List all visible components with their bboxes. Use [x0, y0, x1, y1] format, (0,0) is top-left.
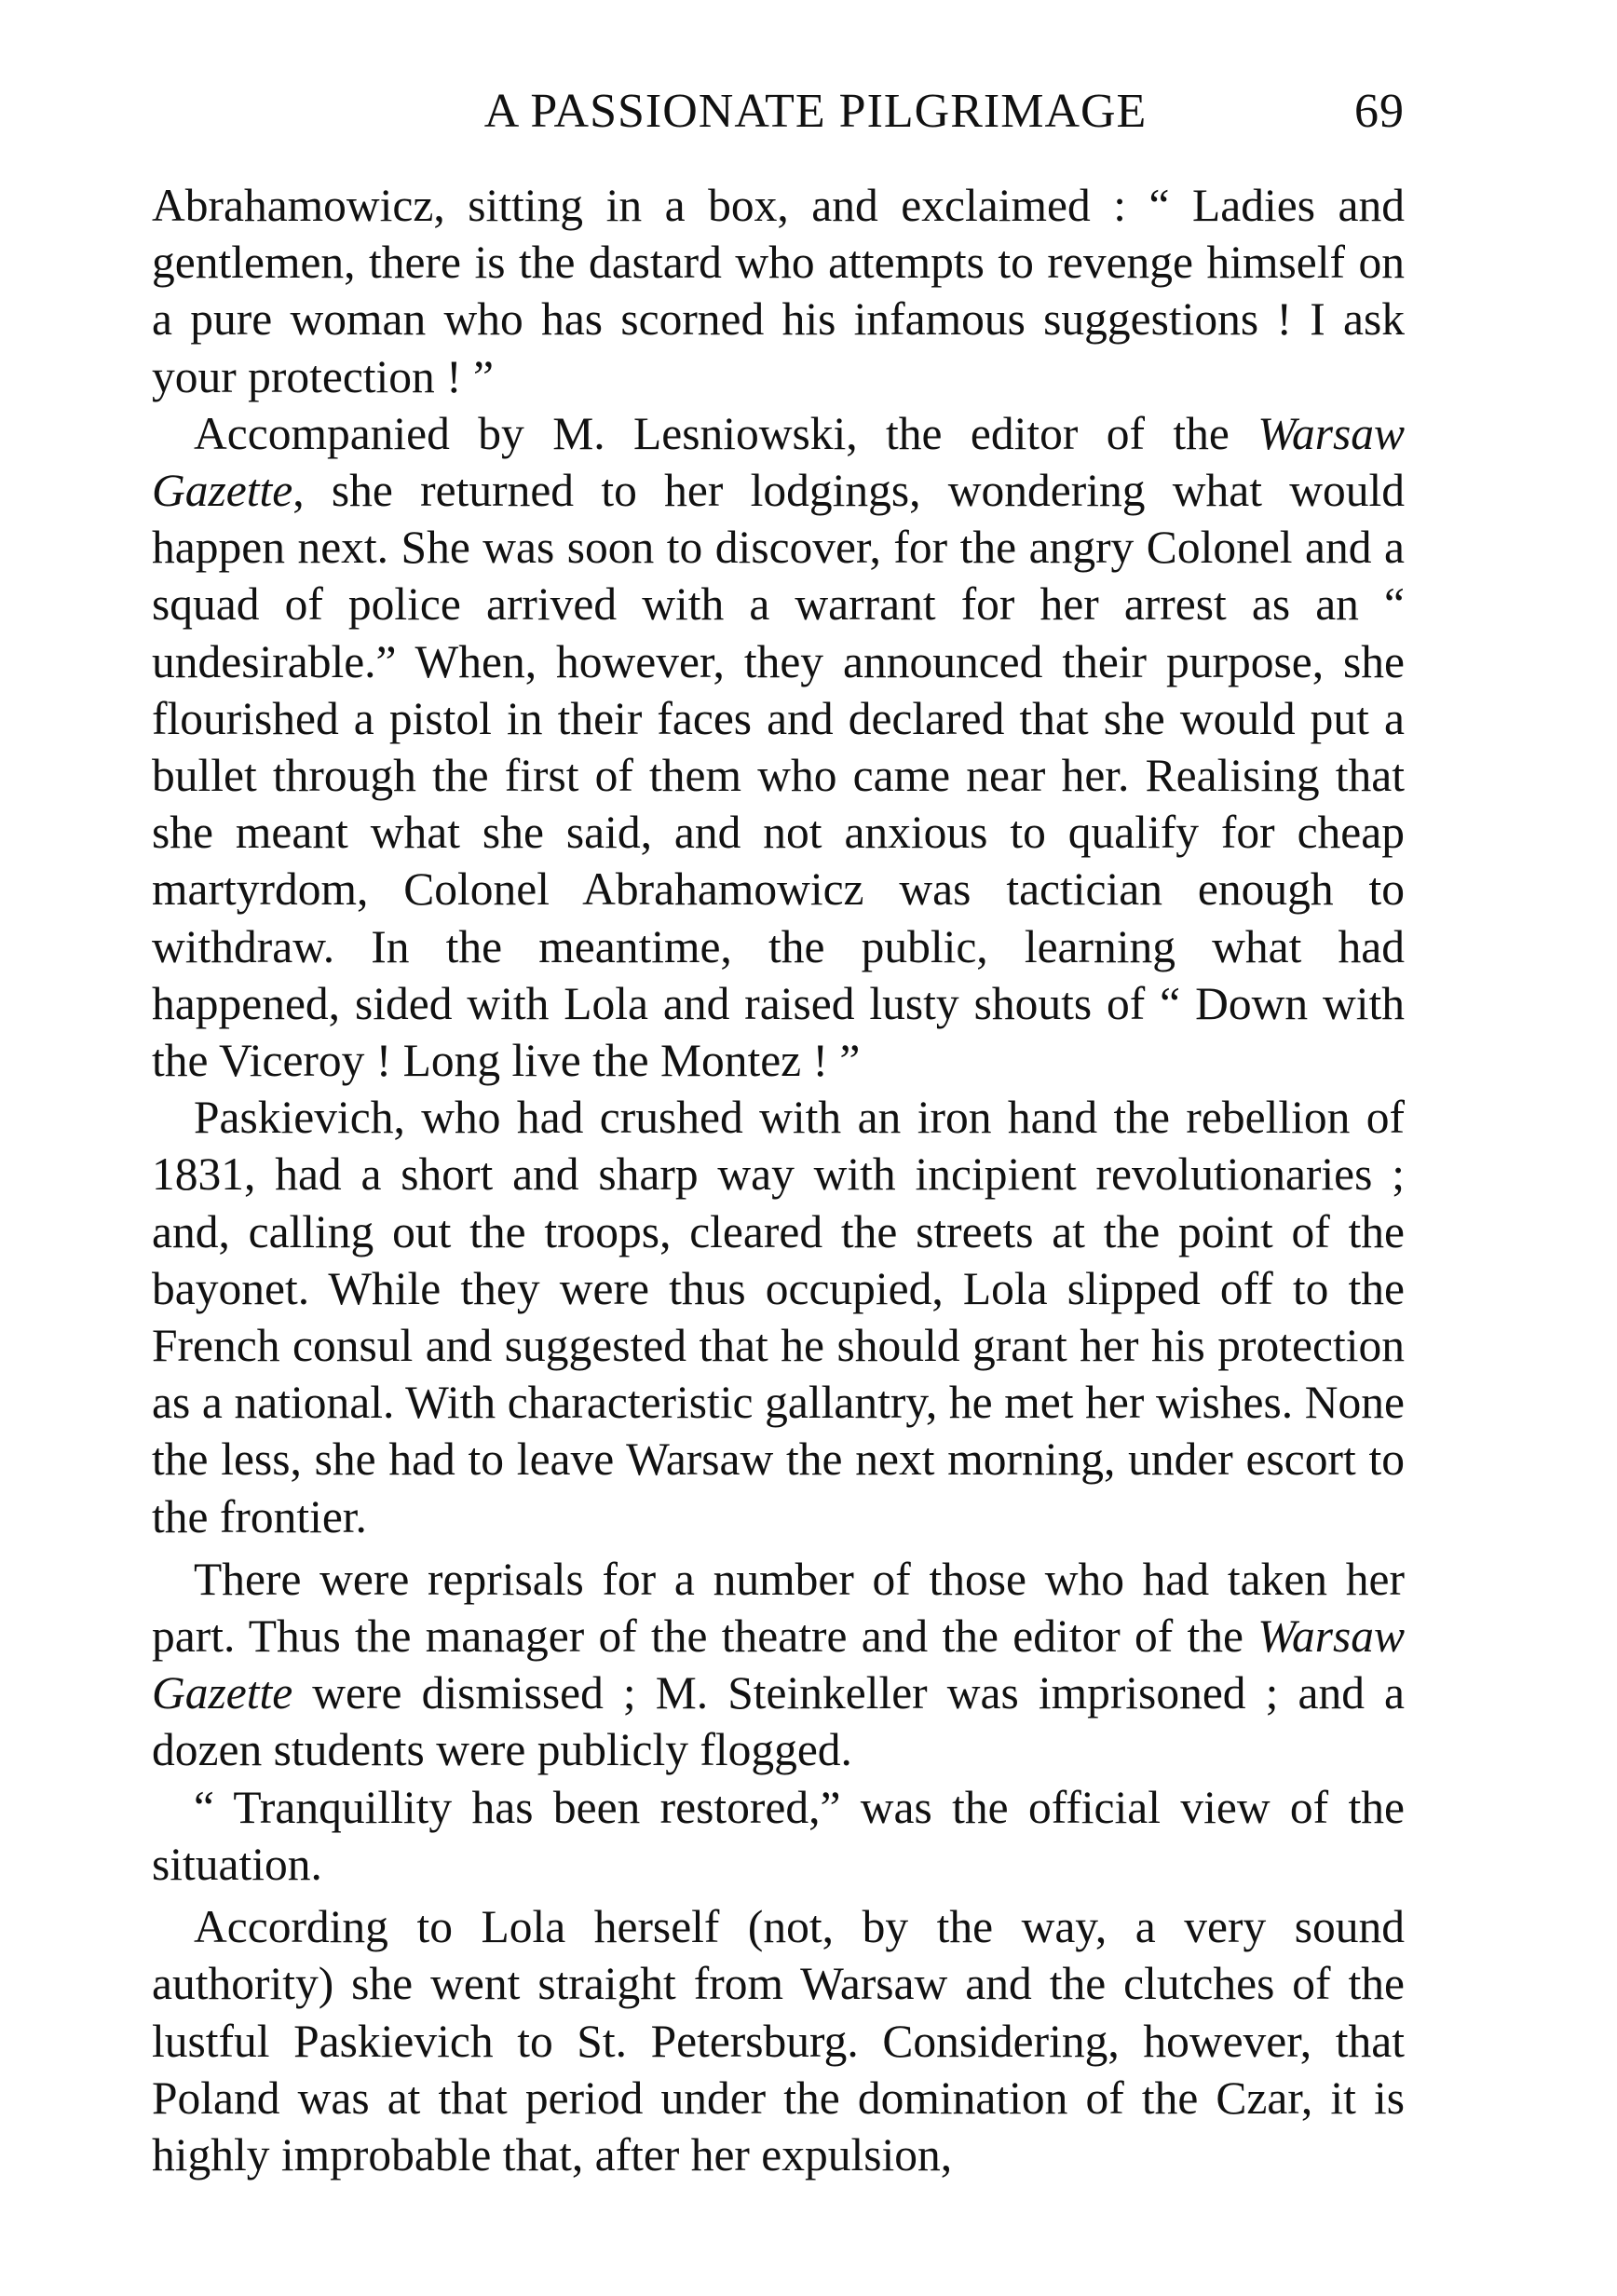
paragraph-continued	[152, 177, 1405, 405]
body-text	[152, 177, 1405, 2183]
paragraph-text: were dismissed ; M. Steinkeller was imprisoned ; and a dozen students were publicly flogged.	[152, 1667, 1405, 1776]
newspaper-title: Warsaw Gazette	[152, 1610, 1405, 1719]
paragraph-text: , she returned to her lodgings, wondering what would happen next. She was soon to discover, for the angry Colonel and a squad of police arrived with a warrant for her arrest as an “ undesirable.” When, however, they announced their purpose, she flourished a pistol in their faces and declared that she would put a bullet through the first of them who came near her. Realising that she meant what she said, and not anxious to qualify for cheap martyrdom, Colonel Abrahamowicz was tactician enough to withdraw. In the meantime, the public, learning what had happened, sided with Lola and raised lusty shouts of “ Down with the Viceroy ! Long live the Montez ! ”	[152, 465, 1405, 1087]
paragraph	[152, 405, 1405, 1089]
paragraph	[152, 1551, 1405, 1779]
running-title: A PASSIONATE PILGRIMAGE	[483, 85, 1148, 138]
paragraph	[152, 1779, 1405, 1893]
paragraph	[152, 1898, 1405, 2183]
book-page	[152, 84, 1405, 2183]
newspaper-title: Warsaw Gazette	[152, 407, 1405, 517]
page-number: 69	[1354, 85, 1405, 138]
paragraph-text: There were reprisals for a number of those who had taken her part. Thus the manager of the theatre and the editor of the	[152, 1553, 1405, 1663]
paragraph-text: Paskievich, who had crushed with an iron hand the rebellion of 1831, had a short and sharp way with incipient revolutionaries ; and, calling out the troops, cleared the streets at the point of the bayonet. While they were thus occupied, Lola slipped off to the French consul and suggested that he should grant her his protection as a national. With characteristic gallantry, he met her wishes. None the less, she had to leave Warsaw the next morning, under escort to the frontier.	[152, 1092, 1405, 1542]
running-head	[152, 84, 1405, 158]
paragraph-text: Accompanied by M. Lesniowski, the editor of the	[194, 407, 1258, 459]
paragraph-text: Abrahamowicz, sitting in a box, and exclaimed : “ Ladies and gentlemen, there is the dastard who attempts to revenge himself on a pure woman who has scorned his infamous suggestions ! I ask your protection ! ”	[152, 180, 1405, 402]
paragraph-text: According to Lola herself (not, by the way, a very sound authority) she went straight from Warsaw and the clutches of the lustful Paskievich to St. Petersburg. Considering, however, that Poland was at that period under the domination of the Czar, it is highly improbable that, after her expulsion,	[152, 1901, 1405, 2181]
paragraph-text: “ Tranquillity has been restored,” was the official view of the situation.	[152, 1781, 1405, 1890]
paragraph	[152, 1089, 1405, 1545]
